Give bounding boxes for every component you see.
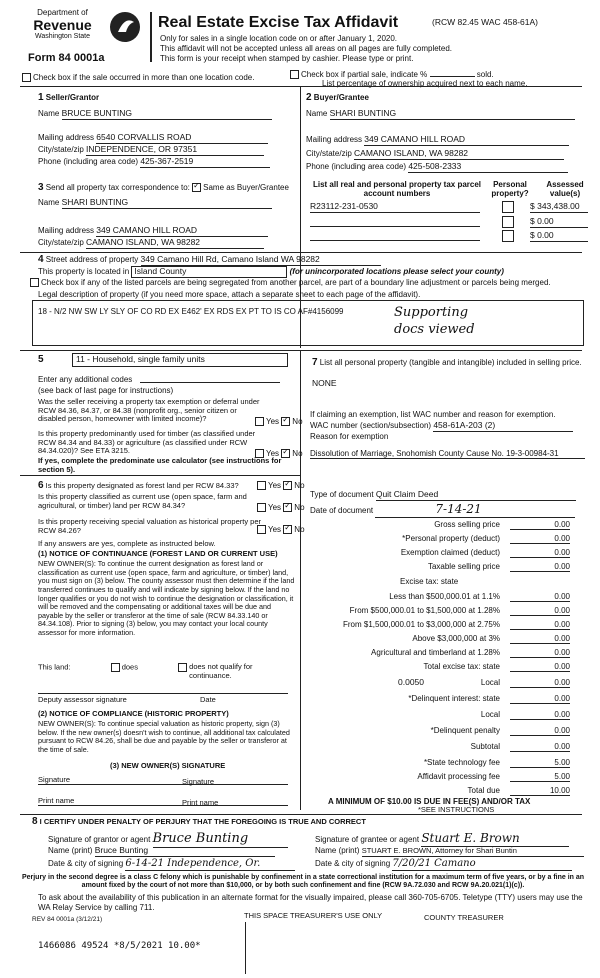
- does-not-label: does not qualify for continuance.: [189, 662, 253, 680]
- does-label: does: [121, 662, 138, 672]
- total-state-value[interactable]: 0.00: [510, 662, 570, 672]
- deputy-sig-label: Deputy assessor signature: [38, 695, 127, 704]
- grantor-name-field[interactable]: Bruce Bunting: [95, 846, 275, 857]
- q-historic-yes-box[interactable]: [257, 525, 266, 534]
- this-land-row: [38, 663, 279, 680]
- reason-field[interactable]: Dissolution of Marriage, Snohomish County Cause No. 19-3-00984-31: [310, 449, 585, 459]
- parcel-number-1[interactable]: R23112-231-0530: [310, 202, 480, 213]
- exempt-label: If claiming an exemption, list WAC number and reason for exemption.: [310, 410, 556, 419]
- minimum-note: A MINIMUM OF $10.00 IS DUE IN FEE(S) AND/OR TAX: [328, 797, 531, 806]
- supporting-docs-stamp: Supporting docs viewed: [394, 305, 475, 337]
- rev-label: REV 84 0001a (3/12/21): [32, 916, 103, 923]
- street-row: 4 Street address of property 349 Camano Hill Rd, Camano Island WA 98282: [38, 254, 381, 266]
- correspondence-head: 3 Send all property tax correspondence to: ✓ Same as Buyer/Grantee: [38, 181, 289, 193]
- buyer-city-field[interactable]: CAMANO ISLAND, WA 98282: [354, 149, 564, 160]
- tier2-label: From $500,000.01 to $1,500,000 at 1.28%: [349, 606, 500, 615]
- buyer-city-row: [306, 149, 564, 160]
- grantee-name-row: [315, 846, 584, 857]
- if-any-note: If any answers are yes, complete as instructed below.: [38, 539, 216, 548]
- grantee-sig-row: [315, 832, 569, 847]
- personal-checkbox-2[interactable]: [502, 216, 514, 228]
- treasurer-divider: [245, 922, 246, 974]
- divider-5: [20, 350, 582, 351]
- located-label: This property is located in: [38, 267, 130, 276]
- calc-exempt-label: Exemption claimed (deduct): [400, 548, 500, 557]
- partial-sale-row: [290, 68, 494, 79]
- header-divider: [150, 12, 152, 62]
- tech-fee-label: *State technology fee: [423, 758, 500, 767]
- grantee-signature[interactable]: Stuart E. Brown: [421, 832, 569, 847]
- subtotal-label: Subtotal: [470, 742, 500, 751]
- county-treasurer-label: COUNTY TREASURER: [424, 913, 504, 922]
- q-current-use-yes-box[interactable]: [257, 503, 266, 512]
- see-instructions: *SEE INSTRUCTIONS: [418, 805, 495, 814]
- form-title: Real Estate Excise Tax Affidavit: [158, 14, 399, 31]
- seller-addr-label: Mailing address: [38, 133, 95, 142]
- notice2-head: (2) NOTICE OF COMPLIANCE (HISTORIC PROPERTY): [38, 709, 229, 718]
- personal-property-field[interactable]: NONE: [312, 378, 337, 388]
- owner-pn1-label: Print name: [38, 796, 75, 805]
- buyer-addr-row: [306, 135, 569, 146]
- subtotal-value[interactable]: 0.00: [510, 742, 570, 752]
- form-number: Form 84 0001a: [28, 52, 105, 64]
- grantor-date-row: [48, 858, 295, 871]
- tier4-label: Above $3,000,000 at 3%: [412, 634, 500, 643]
- assessed-value-3[interactable]: $ 0.00: [530, 231, 588, 242]
- codes-label: Enter any additional codes: [38, 375, 133, 384]
- deputy-sig-line: [38, 693, 288, 694]
- legal-label: Legal description of property (if you need more space, attach a separate sheet to each page of the affidavit).: [38, 290, 421, 299]
- wac-field[interactable]: 458-61A-203 (2): [433, 421, 573, 432]
- delinq-penalty-label: *Delinquent penalty: [430, 726, 500, 735]
- deputy-date-label: Date: [200, 695, 216, 704]
- q-current-use-no: No: [294, 503, 305, 512]
- parcel-col-head: List all real and personal property tax parcel account numbers: [312, 180, 482, 199]
- corr-name-row: [38, 198, 272, 209]
- doc-date-label: Date of document: [310, 506, 374, 515]
- perjury-note: Perjury in the second degree is a class C felony which is punishable by confinement in a state correctional institution for a maximum term of five years, or by a fine in an amount fixed by the court of not more than $10,000, or by both such confinement and fine (RCW 9A.72.030 and RCW 9A.20.021(1)(c)).: [21, 874, 585, 890]
- grantee-date-field[interactable]: 7/20/21 Camano: [392, 858, 572, 871]
- header-line2: This affidavit will not be accepted unless all areas on all pages are fully completed.: [160, 44, 453, 53]
- seller-head: 1 Seller/Grantor: [38, 92, 100, 103]
- sec7-head: 7 List all personal property (tangible and intangible) included in selling price.: [312, 357, 582, 368]
- q-exemption-no-box[interactable]: ✓: [282, 415, 289, 425]
- same-as-buyer-checkbox[interactable]: ✓: [193, 181, 200, 191]
- seller-city-field[interactable]: INDEPENDENCE, OR 97351: [86, 145, 264, 156]
- corr-city-row: [38, 238, 264, 249]
- grantor-date-field[interactable]: 6-14-21 Independence, Or.: [125, 858, 295, 871]
- county-select[interactable]: Island County: [131, 266, 287, 278]
- seller-addr-field[interactable]: 6540 CORVALLIS ROAD: [96, 133, 268, 144]
- located-row: [38, 266, 504, 278]
- q-historic-yes: Yes: [268, 525, 282, 534]
- assessed-value-2[interactable]: $ 0.00: [530, 217, 588, 228]
- divider-6: [20, 475, 300, 476]
- divider-4: [20, 252, 582, 253]
- notice3-head: (3) NEW OWNER(S) SIGNATURE: [110, 761, 226, 770]
- dept-line1: Department of: [37, 8, 88, 17]
- tier1-value[interactable]: 0.00: [510, 592, 570, 602]
- form-rcw: (RCW 82.45 WAC 458-61A): [432, 17, 538, 27]
- treasurer-use-label: THIS SPACE TREASURER'S USE ONLY: [244, 911, 383, 920]
- dor-logo-text: [20, 8, 105, 41]
- processing-fee-value[interactable]: 5.00: [510, 772, 570, 782]
- parcel-number-3[interactable]: [310, 231, 480, 241]
- q-historic: Is this property receiving special valuation as historical property per RCW 84.26?: [38, 517, 262, 535]
- codes-field[interactable]: [140, 382, 280, 383]
- owner-pn2-label: Print name: [182, 798, 219, 807]
- q-current-use: Is this property classified as current use (open space, farm and agricultural, or timber) land per RCW 84.34?: [38, 492, 247, 510]
- tier1-label: Less than $500,000.01 at 1.1%: [389, 592, 500, 601]
- q-forest: 6 Is this property designated as forest land per RCW 84.33?: [38, 480, 239, 491]
- county-note: (for unincorporated locations please select your county): [289, 267, 504, 276]
- grantee-name-field[interactable]: STUART E. BROWN, Attorney for Shari Buntin: [362, 847, 584, 857]
- tier5-label: Agricultural and timberland at 1.28%: [371, 648, 500, 657]
- use-code-select[interactable]: 11 - Household, single family units: [72, 353, 288, 367]
- buyer-city-label: City/state/zip: [306, 149, 352, 158]
- sec5-number: 5: [38, 354, 44, 365]
- segregated-checkbox[interactable]: [30, 278, 39, 287]
- q-historic-no: No: [294, 525, 305, 534]
- tier3-value[interactable]: 0.00: [510, 620, 570, 630]
- calc-personal-value[interactable]: 0.00: [510, 534, 570, 544]
- q-current-use-yes: Yes: [268, 503, 282, 512]
- partial-sale-label: Check box if partial sale, indicate %: [301, 70, 428, 79]
- local-value[interactable]: 0.00: [510, 678, 570, 688]
- q-exemption-yes: Yes: [266, 417, 280, 426]
- grantee-date-label: Date & city of signing: [315, 859, 391, 868]
- delinq-state-label: *Delinquent interest: state: [408, 694, 500, 703]
- doc-type-field[interactable]: Quit Claim Deed: [376, 490, 576, 501]
- corr-city-label: City/state/zip: [38, 238, 84, 247]
- sec8-head: 8 I CERTIFY UNDER PENALTY OF PERJURY THAT THE FOREGOING IS TRUE AND CORRECT: [32, 816, 366, 827]
- q-forest-options: [257, 481, 305, 490]
- same-as-buyer-label: Same as Buyer/Grantee: [203, 183, 289, 192]
- seller-city-row: [38, 145, 264, 156]
- buyer-phone-field[interactable]: 425-508-2333: [408, 162, 568, 173]
- personal-checkbox-3[interactable]: [502, 230, 514, 242]
- partial-pct-field[interactable]: [430, 68, 475, 77]
- q-exemption: Was the seller receiving a property tax exemption or deferral under RCW 84.36, 84.37, or 84.38 (nonprofit org., senior citizen or disabled person, homeowner with limited income)?: [38, 397, 260, 424]
- q-forest-yes-box[interactable]: [257, 481, 266, 490]
- owner-sig-line: [38, 784, 288, 785]
- buyer-head: 2 Buyer/Grantee: [306, 92, 369, 103]
- notice1-head: (1) NOTICE OF CONTINUANCE (FOREST LAND OR CURRENT USE): [38, 549, 278, 558]
- q-timber: Is this property predominantly used for timber (as classified under RCW 84.34 and 84.33) or agriculture (as classified under RCW 84.34.020)? See ETA 3215.: [38, 429, 256, 456]
- divider-8: [20, 814, 582, 815]
- owner-sig1-label: Signature: [38, 775, 71, 784]
- total-due-label: Total due: [467, 786, 500, 795]
- seller-phone-field[interactable]: 425-367-2519: [140, 157, 270, 168]
- doc-type-label: Type of document: [310, 490, 374, 499]
- corr-addr-field[interactable]: 349 CAMANO HILL ROAD: [96, 226, 268, 237]
- delinq-local-label: Local: [480, 710, 500, 719]
- grantor-signature[interactable]: Bruce Bunting: [153, 832, 288, 848]
- q-current-use-options: [257, 503, 305, 512]
- buyer-name-field[interactable]: SHARI BUNTING: [330, 109, 575, 120]
- local-label: Local: [480, 678, 500, 687]
- doc-date-row: [310, 503, 575, 518]
- personal-col-head: Personal property?: [491, 180, 529, 199]
- corr-city-field[interactable]: CAMANO ISLAND, WA 98282: [86, 238, 264, 249]
- tier2-value[interactable]: 0.00: [510, 606, 570, 616]
- seller-name-row: [38, 109, 272, 120]
- q-forest-no: No: [294, 481, 305, 490]
- q-forest-yes: Yes: [268, 481, 282, 490]
- buyer-head-label: Buyer/Grantee: [313, 93, 369, 102]
- q-timber-no: No: [292, 449, 303, 458]
- receipt-stamp: 1466086 49524 *8/5/2021 10.00*: [38, 941, 201, 951]
- q-exemption-yes-box[interactable]: [255, 417, 264, 426]
- dept-line2: Revenue: [33, 17, 92, 34]
- buyer-name-label: Name: [306, 109, 328, 118]
- segregated-row: [30, 278, 551, 287]
- segregated-label: Check box if any of the listed parcels are being segregated from another parcel, are part of a boundary line adjustment or parcels being merged.: [41, 278, 551, 287]
- buyer-addr-field[interactable]: 349 CAMANO HILL ROAD: [364, 135, 569, 146]
- seller-name-label: Name: [38, 109, 60, 118]
- calc-taxable-value[interactable]: 0.00: [510, 562, 570, 572]
- legal-description-text: 18 - N/2 NW SW LY SLY OF CO RD EX E462' EX RDS EX PT TO IS CO AF#4156099: [38, 307, 344, 316]
- alt-format-note: To ask about the availability of this publication in an alternate format for the visually impaired, please call 360-705-6705. Teletype (TTY) users may use the WA Relay Service by calling 711.: [38, 893, 583, 912]
- q-forest-label: Is this property designated as forest land per RCW 84.33?: [45, 481, 239, 490]
- personal-checkbox-1[interactable]: [502, 201, 514, 213]
- calc-personal-label: *Personal property (deduct): [402, 534, 500, 543]
- grantee-date-row: [315, 858, 572, 871]
- tier4-value[interactable]: 0.00: [510, 634, 570, 644]
- header-line3: This form is your receipt when stamped by cashier. Please type or print.: [160, 54, 414, 63]
- corr-addr-row: [38, 226, 268, 237]
- seller-name-field[interactable]: BRUCE BUNTING: [62, 109, 272, 120]
- assessed-value-1[interactable]: $ 343,438.00: [530, 202, 588, 213]
- calc-taxable-label: Taxable selling price: [427, 562, 500, 571]
- partial-sale-checkbox[interactable]: [290, 70, 299, 79]
- wac-row: [310, 421, 573, 432]
- buyer-phone-row: [306, 162, 568, 173]
- grantor-date-label: Date & city of signing: [48, 859, 124, 868]
- owner-print-line: [38, 805, 288, 806]
- sec8-head-label: I CERTIFY UNDER PENALTY OF PERJURY THAT THE FOREGOING IS TRUE AND CORRECT: [39, 817, 366, 826]
- tier5-value[interactable]: 0.00: [510, 648, 570, 658]
- grantee-name-label: Name (print): [315, 846, 360, 855]
- q-exemption-no: No: [292, 417, 303, 426]
- buyer-name-row: [306, 109, 575, 120]
- tech-fee-value[interactable]: 5.00: [510, 758, 570, 768]
- this-land-label: This land:: [38, 662, 71, 672]
- q-timber-note: If yes, complete the predominate use calculator (see instructions for section 5).: [38, 456, 282, 474]
- sold-label: sold.: [476, 70, 494, 79]
- delinq-local-value[interactable]: 0.00: [510, 710, 570, 720]
- reason-label: Reason for exemption: [310, 432, 389, 441]
- header-line1: Only for sales in a single location code on or after January 1, 2020.: [160, 34, 398, 43]
- does-not-checkbox[interactable]: [178, 663, 187, 672]
- multi-location-label: Check box if the sale occurred in more than one location code.: [33, 73, 255, 82]
- grantee-sig-label: Signature of grantee or agent: [315, 835, 420, 844]
- wac-label: WAC number (section/subsection): [310, 421, 432, 430]
- grantor-name-label: Name (print): [48, 846, 93, 855]
- total-due-value[interactable]: 10.00: [510, 786, 570, 796]
- street-label: Street address of property: [45, 255, 139, 264]
- total-state-label: Total excise tax: state: [423, 662, 500, 671]
- dept-line3: Washington State: [35, 33, 90, 41]
- seller-addr-row: [38, 133, 268, 144]
- buyer-addr-label: Mailing address: [306, 135, 363, 144]
- q-timber-no-box[interactable]: ✓: [282, 447, 289, 457]
- grantor-name-row: [48, 846, 275, 857]
- calc-gross-label: Gross selling price: [434, 520, 500, 529]
- q-exemption-options: [255, 417, 303, 426]
- multi-location-checkbox[interactable]: [22, 73, 31, 82]
- notice1-body: NEW OWNER(S): To continue the current designation as forest land or classification as current use (open space, farm and agriculture, or timber) land, you must sign on (3) below. The county assessor must then determine if the land transferred continues to qualify and will indicate by signing below. If the land no longer qualifies or you do not wish to continue the designation or classification, it will be removed and the compensating or additional taxes will be due and payable by the seller or transferor at the time of sale (RCW 84.33.140 or 84.34.108). Prior to signing (3) below, you may contact your local county assessor for more information.: [38, 559, 295, 638]
- notice2-body: NEW OWNER(S): To continue special valuation as historic property, sign (3) below. If the new owner(s) doesn't wish to continue, all additional tax calculated pursuant to RCW 84.26, shall be due and payable by the seller or transferor at the time of sale.: [38, 719, 290, 754]
- q-forest-no-box[interactable]: ✓: [284, 479, 291, 489]
- correspondence-head-label: Send all property tax correspondence to:: [45, 183, 190, 192]
- divider-top: [20, 86, 582, 87]
- excise-head: Excise tax: state: [400, 577, 459, 586]
- dor-logo-icon: [108, 10, 142, 44]
- seller-head-label: Seller/Grantor: [45, 93, 100, 102]
- parcel-number-2[interactable]: [310, 217, 480, 227]
- street-field[interactable]: 349 Camano Hill Rd, Camano Island WA 98282: [141, 255, 381, 266]
- q-historic-options: [257, 525, 305, 534]
- q-current-use-no-box[interactable]: ✓: [284, 501, 291, 511]
- codes-note: (see back of last page for instructions): [38, 386, 174, 395]
- assessed-col-head: Assessed value(s): [546, 180, 584, 199]
- corr-name-label: Name: [38, 198, 60, 207]
- delinq-penalty-value[interactable]: 0.00: [510, 726, 570, 736]
- calc-gross-value[interactable]: 0.00: [510, 520, 570, 530]
- corr-name-field[interactable]: SHARI BUNTING: [62, 198, 272, 209]
- sec7-head-label: List all personal property (tangible and intangible) included in selling price.: [319, 358, 582, 367]
- owner-sig2-label: Signature: [182, 777, 215, 786]
- doc-type-row: [310, 490, 576, 501]
- multi-location-row: [22, 73, 254, 82]
- buyer-phone-label: Phone (including area code): [306, 162, 407, 171]
- grantor-sig-label: Signature of grantor or agent: [48, 835, 151, 844]
- local-rate: 0.0050: [398, 677, 424, 687]
- calc-exempt-value[interactable]: 0.00: [510, 548, 570, 558]
- q-historic-no-box[interactable]: ✓: [284, 523, 291, 533]
- corr-addr-label: Mailing address: [38, 226, 95, 235]
- seller-city-label: City/state/zip: [38, 145, 84, 154]
- doc-date-field[interactable]: 7-14-21: [375, 503, 575, 518]
- ownership-note: List percentage of ownership acquired next to each name.: [322, 79, 528, 88]
- delinq-state-value[interactable]: 0.00: [510, 694, 570, 704]
- tier3-label: From $1,500,000.01 to $3,000,000 at 2.75%: [342, 620, 500, 629]
- processing-fee-label: Affidavit processing fee: [417, 772, 500, 781]
- seller-phone-label: Phone (including area code): [38, 157, 139, 166]
- q-timber-yes: Yes: [266, 449, 280, 458]
- does-checkbox[interactable]: [111, 663, 120, 672]
- seller-phone-row: [38, 157, 270, 168]
